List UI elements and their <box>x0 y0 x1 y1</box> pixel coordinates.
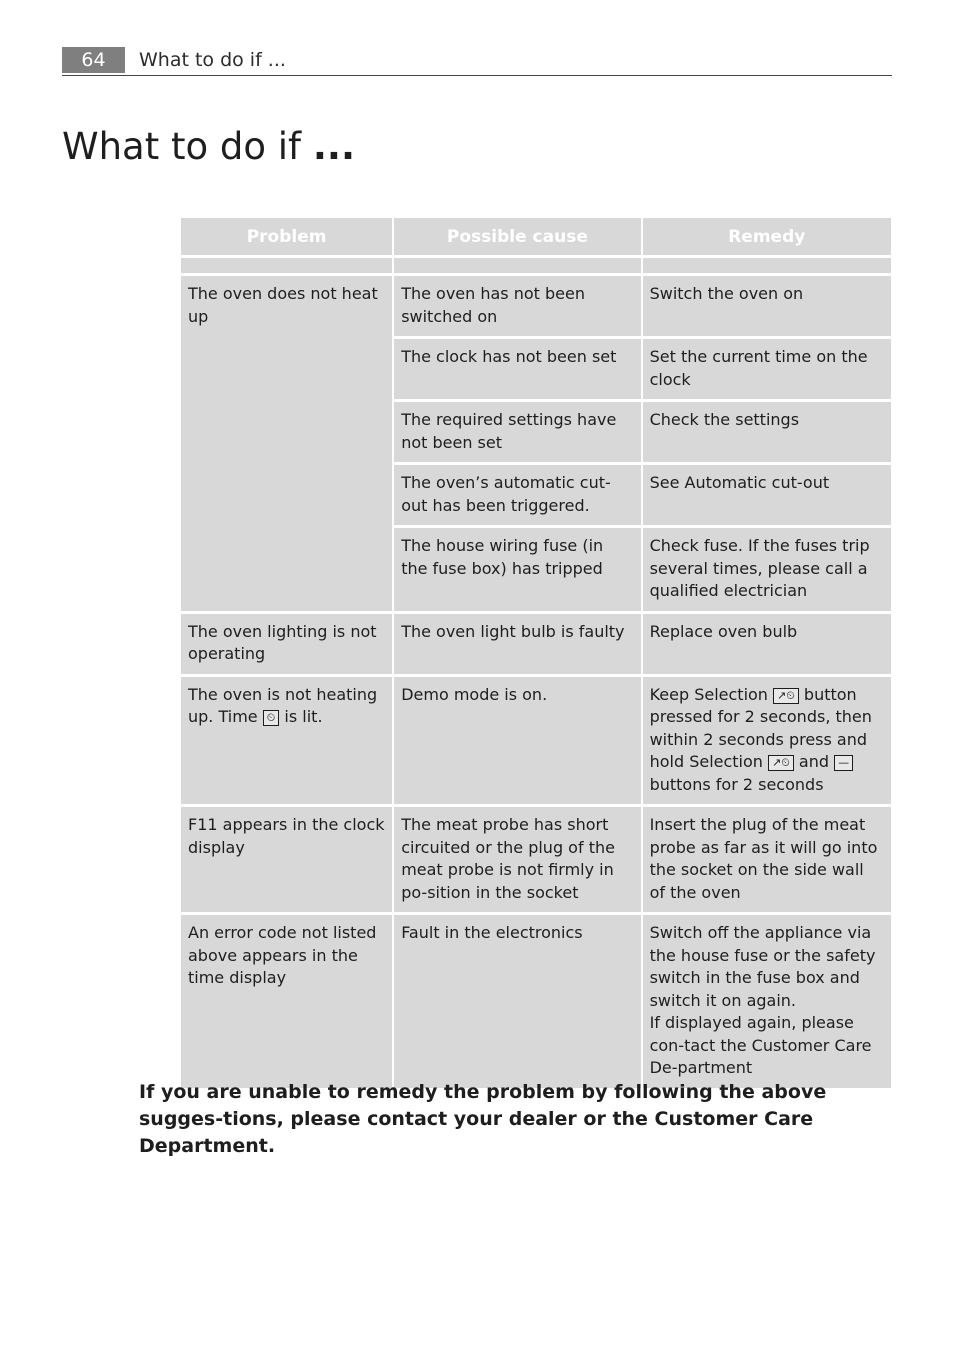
cause-cell: Demo mode is on. <box>394 677 640 805</box>
remedy-cell <box>643 677 891 805</box>
remedy-text: and <box>798 752 830 771</box>
problem-text: is lit. <box>284 707 323 726</box>
cause-cell: The clock has not been set <box>394 339 640 399</box>
problem-cell: The oven does not heat up <box>181 276 392 611</box>
remedy-text: Keep Selection <box>649 684 768 704</box>
table-row <box>181 614 891 674</box>
remedy-cell <box>643 915 891 1088</box>
contact-note: If you are unable to remedy the problem by following the above sugges-tions, please contact your dealer or the Customer Care Department. <box>139 1081 827 1157</box>
remedy-text: Switch off the appliance via the house fuse or the safety switch in the fuse box and switch it on again. <box>649 923 876 1010</box>
problem-cell: F11 appears in the clock display <box>181 807 392 912</box>
remedy-cell: Check the settings <box>643 402 891 462</box>
remedy-text: button pressed for 2 seconds, then within 2 seconds press and hold Selection <box>649 684 872 771</box>
page-title-ellipsis: ... <box>312 125 356 168</box>
problem-cell <box>181 677 392 805</box>
column-header-cause: Possible cause <box>394 218 640 255</box>
troubleshooting-table <box>179 215 893 1091</box>
running-header-title: What to do if ... <box>139 49 286 71</box>
table-row <box>181 915 891 1088</box>
page-title-text: What to do if <box>62 125 313 168</box>
page-number: 64 <box>62 47 125 73</box>
table-row <box>181 276 891 336</box>
cause-cell: The meat probe has short circuited or the plug of the meat probe is not firmly in po-sition in the socket <box>394 807 640 912</box>
remedy-text: If displayed again, please con-tact the Customer Care De-partment <box>649 1013 872 1077</box>
selection-clock-icon: ↗⏲ <box>773 688 799 704</box>
table-row <box>181 807 891 912</box>
remedy-text: buttons for 2 seconds <box>649 774 824 794</box>
selection-clock-icon: ↗⏲ <box>768 755 794 771</box>
remedy-cell: See Automatic cut-out <box>643 465 891 525</box>
remedy-cell: Insert the plug of the meat probe as far as it will go into the socket on the side wall of the oven <box>643 807 891 912</box>
cause-cell: Fault in the electronics <box>394 915 640 1088</box>
problem-cell: An error code not listed above appears in the time display <box>181 915 392 1088</box>
problem-cell: The oven lighting is not operating <box>181 614 392 674</box>
page-header <box>62 46 892 76</box>
cause-cell: The oven light bulb is faulty <box>394 614 640 674</box>
table-row <box>181 677 891 805</box>
cause-cell: The house wiring fuse (in the fuse box) has tripped <box>394 528 640 611</box>
column-header-problem: Problem <box>181 218 392 255</box>
problem-text: The oven is not heating up. Time <box>188 684 378 726</box>
remedy-cell: Switch the oven on <box>643 276 891 336</box>
cause-cell: The oven has not been switched on <box>394 276 640 336</box>
cause-cell: The oven’s automatic cut-out has been triggered. <box>394 465 640 525</box>
table-header-row <box>181 218 891 255</box>
page-title <box>62 120 355 174</box>
remedy-cell: Check fuse. If the fuses trip several times, please call a qualified electrician <box>643 528 891 611</box>
column-header-remedy: Remedy <box>643 218 891 255</box>
clock-icon: ⏲ <box>263 710 280 726</box>
remedy-cell: Set the current time on the clock <box>643 339 891 399</box>
remedy-cell: Replace oven bulb <box>643 614 891 674</box>
cause-cell: The required settings have not been set <box>394 402 640 462</box>
minus-icon: — <box>834 755 853 771</box>
